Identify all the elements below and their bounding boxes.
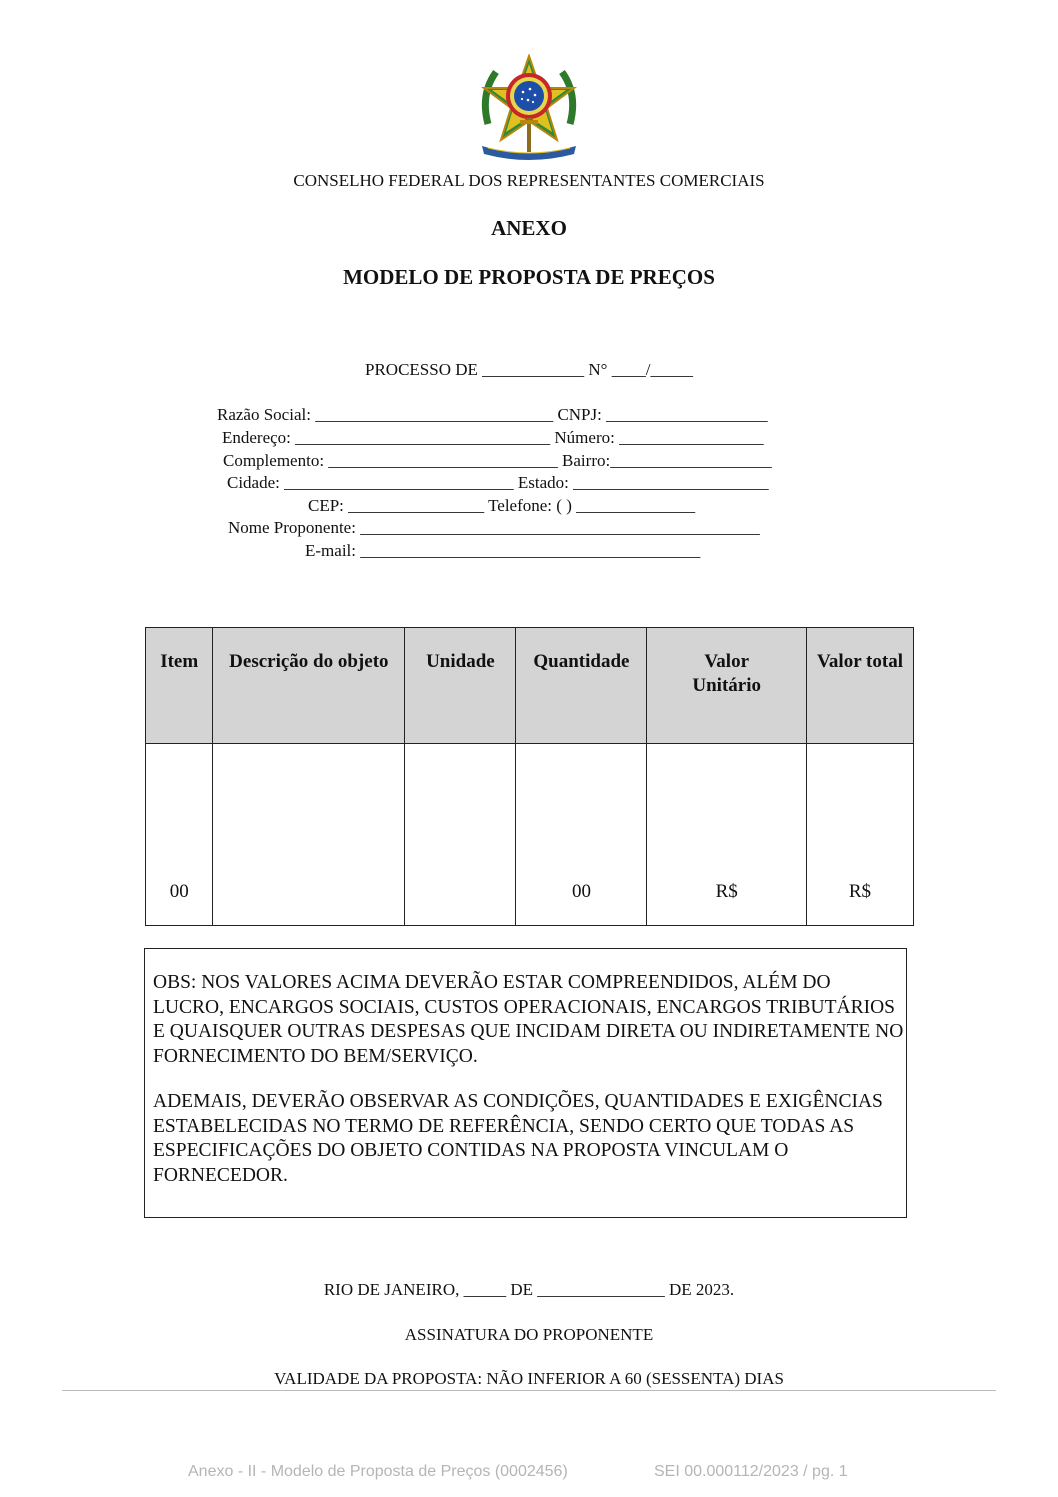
document-subtitle: MODELO DE PROPOSTA DE PREÇOS [343,265,715,289]
footer-sei-reference: SEI 00.000112/2023 / pg. 1 [654,1463,848,1480]
col-header-valor-unitario: Valor Unitário [647,628,806,744]
col-header-descricao: Descrição do objeto [213,628,405,744]
col-header-quantidade: Quantidade [516,628,647,744]
table-row [146,744,914,926]
validity-line: VALIDADE DA PROPOSTA: NÃO INFERIOR A 60 (SESSENTA) DIAS [274,1369,784,1388]
brazil-coat-of-arms-icon [478,54,580,162]
observations-box [144,948,907,1218]
date-line: RIO DE JANEIRO, _____ DE _______________ DE 2023. [323,1280,735,1299]
col-header-unidade: Unidade [405,628,516,744]
field-complemento: Complemento: ___________________________ Bairro:___________________ [223,451,772,470]
col-header-item: Item [146,628,213,744]
field-cep: CEP: ________________ Telefone: ( ) ______________ [308,496,696,515]
field-nome-proponente: Nome Proponente: _______________________________________________ [228,518,760,537]
process-line: PROCESSO DE ____________ N° ____/_____ [365,360,693,379]
cell-item: 00 [146,744,213,926]
col-header-valor-total: Valor total [806,628,913,744]
cell-valor-unitario: R$ [647,744,806,926]
field-razao-social: Razão Social: ____________________________ CNPJ: ___________________ [217,405,768,424]
field-endereco: Endereço: ______________________________ Número: _________________ [222,428,764,447]
obs-paragraph-2: ADEMAIS, DEVERÃO OBSERVAR AS CONDIÇÕES, QUANTIDADES E EXIGÊNCIAS ESTABELECIDAS NO TERMO DE REFERÊNCIA, SENDO CERTO QUE TODAS AS ESPECIFICAÇÕES DO OBJETO CONTIDAS NA PROPOSTA VINCULAM O FORNECEDOR. [153,1091,883,1186]
obs-paragraph-1: OBS: NOS VALORES ACIMA DEVERÃO ESTAR COMPREENDIDOS, ALÉM DO LUCRO, ENCARGOS SOCIAIS, CUSTOS OPERACIONAIS, ENCARGOS TRIBUTÁRIOS E QUAISQUER OUTRAS DESPESAS QUE INCIDAM DIRETA OU INDIRETAMENTE NO FORNECIMENTO DO BEM/SERVIÇO. [153,972,904,1067]
cell-descricao [213,744,405,926]
cell-quantidade: 00 [516,744,647,926]
cell-unidade [405,744,516,926]
field-email: E-mail: ________________________________________ [305,541,701,560]
organization-name: CONSELHO FEDERAL DOS REPRESENTANTES COMERCIAIS [293,171,765,190]
cell-valor-total: R$ [806,744,913,926]
signature-line: ASSINATURA DO PROPONENTE [404,1325,654,1344]
divider [62,1390,996,1391]
document-title: ANEXO [491,216,567,240]
field-cidade: Cidade: ___________________________ Estado: _______________________ [227,473,769,492]
price-table [145,627,914,926]
table-header-row [146,628,914,744]
footer-document-name: Anexo - II - Modelo de Proposta de Preços (0002456) [188,1463,568,1480]
